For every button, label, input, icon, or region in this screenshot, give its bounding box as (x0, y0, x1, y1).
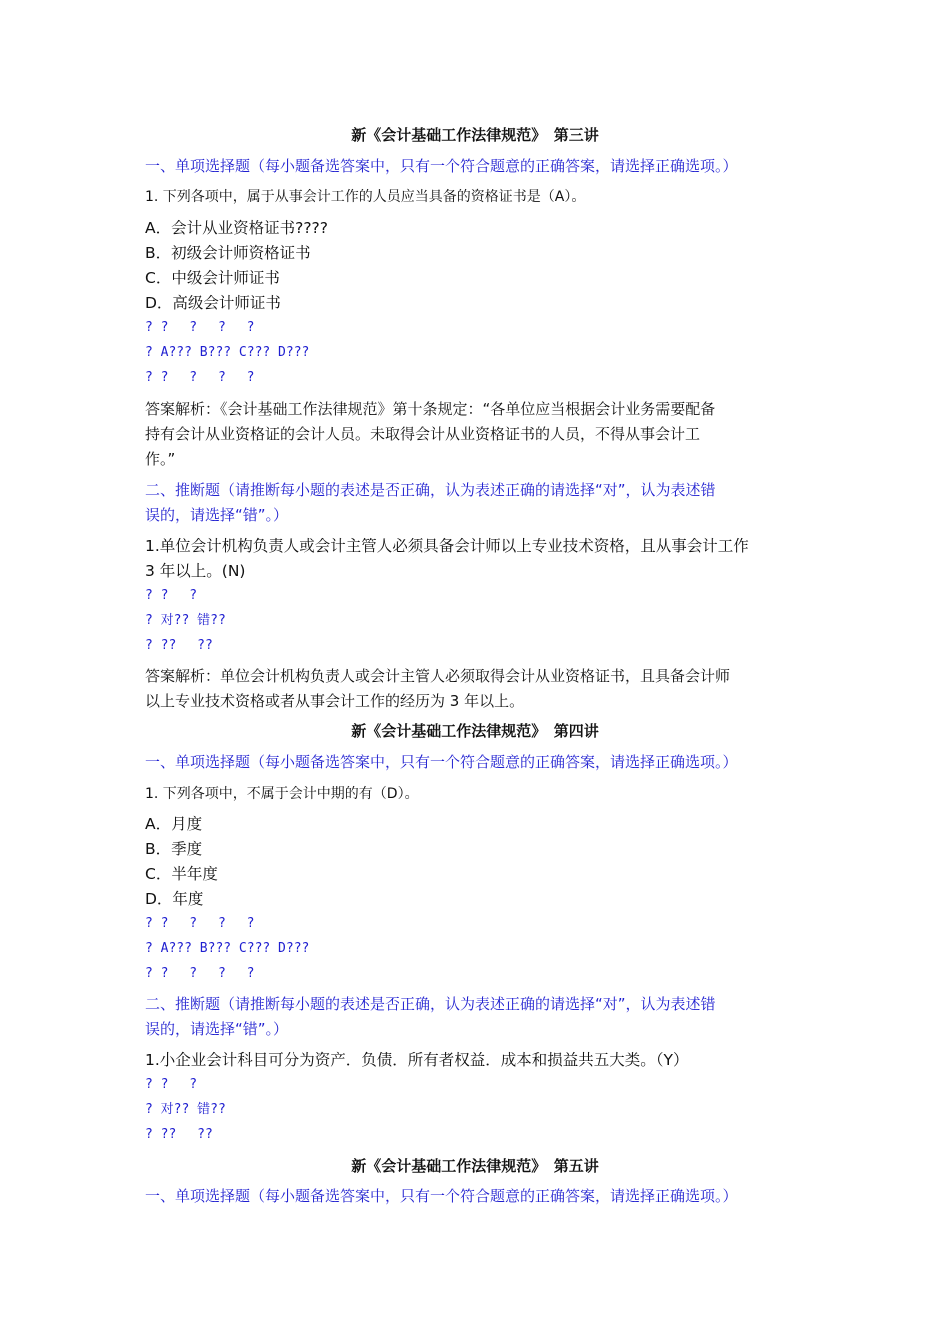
lecture-4-option-c: C．半年度 (145, 865, 218, 883)
lecture-3-judge-row-1: ? ? ? (145, 588, 198, 603)
lecture-3-analysis-1-line-3: 作。” (145, 450, 176, 468)
lecture-4-judge-header-line-1: 二、推断题（请推断每小题的表述是否正确，认为表述正确的请选择“对”，认为表述错 (145, 995, 716, 1013)
lecture-3-analysis-2-line-1: 答案解析：单位会计机构负责人或会计主管人必须取得会计从业资格证书，且具备会计师 (145, 667, 731, 685)
lecture-4-answer-row-3: ? ? ? ? ? (145, 966, 255, 981)
lecture-4-judge-header-line-2: 误的，请选择“错”。） (145, 1020, 289, 1038)
lecture-5-single-choice-header: 一、单项选择题（每小题备选答案中，只有一个符合题意的正确答案，请选择正确选项。） (145, 1187, 738, 1205)
lecture-3-option-c: C．中级会计师证书 (145, 269, 280, 287)
lecture-3-option-d: D．高级会计师证书 (145, 294, 281, 312)
lecture-4-judge-row-3: ? ?? ?? (145, 1127, 213, 1142)
lecture-4-judge-question: 1.小企业会计科目可分为资产．负债．所有者权益．成本和损益共五大类。（Y） (145, 1051, 689, 1069)
lecture-3-judge-row-2: ? 对?? 错?? (145, 613, 226, 628)
lecture-3-analysis-1-line-1: 答案解析：《会计基础工作法律规范》第十条规定：“各单位应当根据会计业务需要配备 (145, 400, 716, 418)
lecture-3-analysis-1-line-2: 持有会计从业资格证的会计人员。未取得会计从业资格证书的人员，不得从事会计工 (145, 425, 701, 443)
lecture-4-answer-row-2: ? A??? B??? C??? D??? (145, 941, 310, 956)
lecture-3-judge-header-line-1: 二、推断题（请推断每小题的表述是否正确，认为表述正确的请选择“对”，认为表述错 (145, 481, 716, 499)
lecture-3-answer-row-2: ? A??? B??? C??? D??? (145, 345, 310, 360)
lecture-3-answer-row-1: ? ? ? ? ? (145, 320, 255, 335)
lecture-4-single-choice-header: 一、单项选择题（每小题备选答案中，只有一个符合题意的正确答案，请选择正确选项。） (145, 753, 738, 771)
lecture-3-option-b: B．初级会计师资格证书 (145, 244, 311, 262)
lecture-3-title: 新《会计基础工作法律规范》 第三讲 (351, 126, 599, 144)
lecture-4-title: 新《会计基础工作法律规范》 第四讲 (351, 722, 599, 740)
lecture-3-judge-question-line-2: 3 年以上。(N) (145, 562, 246, 580)
lecture-3-judge-question-line-1: 1.单位会计机构负责人或会计主管人必须具备会计师以上专业技术资格，且从事会计工作 (145, 537, 749, 555)
lecture-3-option-a: A．会计从业资格证书???? (145, 219, 329, 237)
lecture-3-single-choice-header: 一、单项选择题（每小题备选答案中，只有一个符合题意的正确答案，请选择正确选项。） (145, 157, 738, 175)
lecture-3-judge-header-line-2: 误的，请选择“错”。） (145, 506, 289, 524)
lecture-4-question-1: 1. 下列各项中，不属于会计中期的有（D）。 (145, 786, 419, 802)
lecture-3-answer-row-3: ? ? ? ? ? (145, 370, 255, 385)
lecture-4-option-d: D．年度 (145, 890, 204, 908)
lecture-3-question-1: 1. 下列各项中，属于从事会计工作的人员应当具备的资格证书是（A）。 (145, 189, 586, 205)
lecture-4-answer-row-1: ? ? ? ? ? (145, 916, 255, 931)
lecture-4-judge-row-1: ? ? ? (145, 1077, 198, 1092)
lecture-5-title: 新《会计基础工作法律规范》 第五讲 (351, 1157, 599, 1175)
lecture-4-option-a: A．月度 (145, 815, 203, 833)
lecture-3-analysis-2-line-2: 以上专业技术资格或者从事会计工作的经历为 3 年以上。 (145, 692, 525, 710)
lecture-4-option-b: B．季度 (145, 840, 203, 858)
lecture-4-judge-row-2: ? 对?? 错?? (145, 1102, 226, 1117)
lecture-3-judge-row-3: ? ?? ?? (145, 638, 213, 653)
